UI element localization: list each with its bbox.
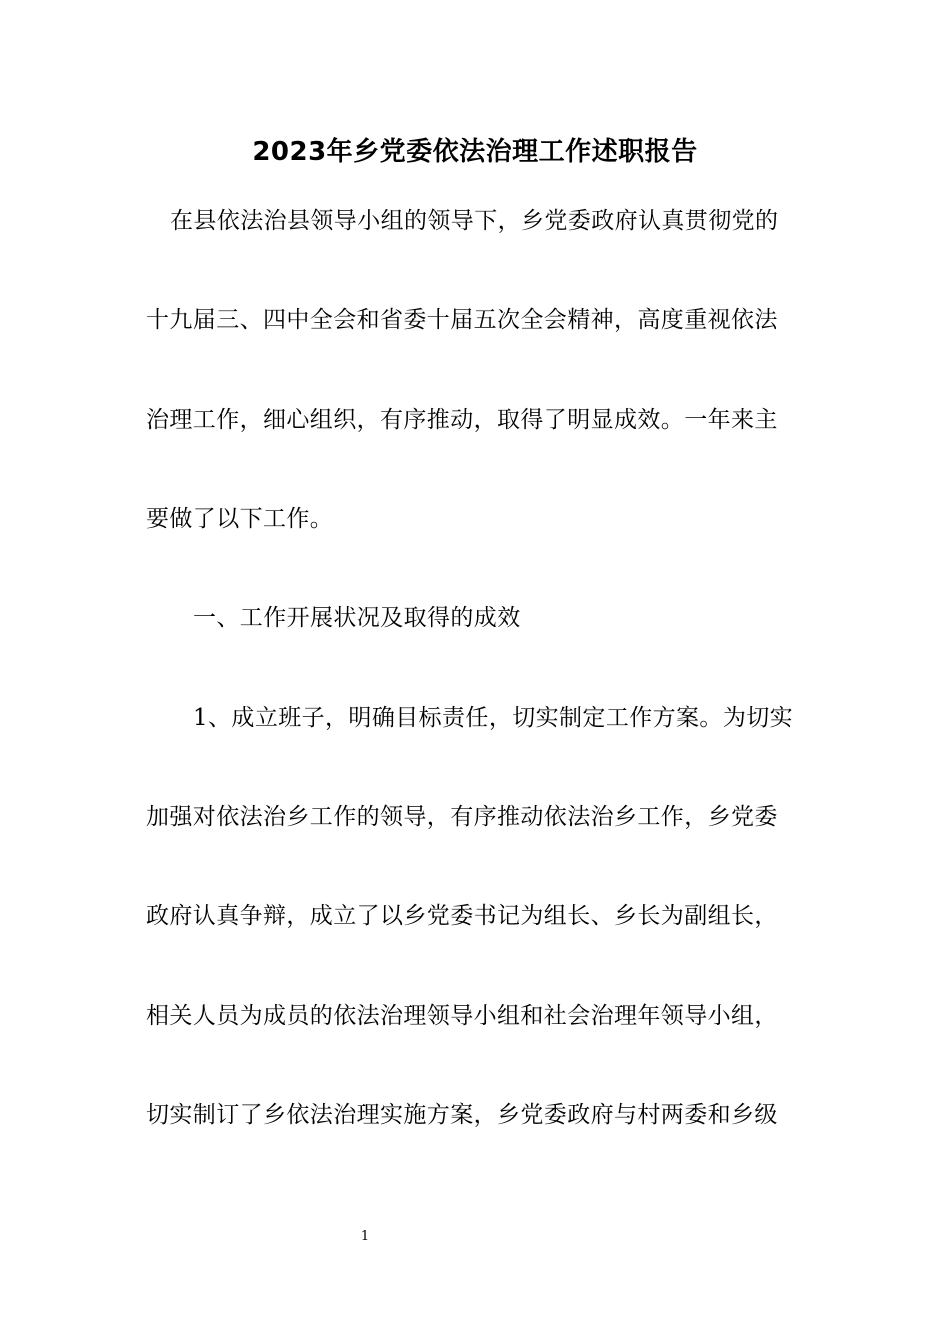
paragraph-line: 十九届三、四中全会和省委十届五次全会精神，高度重视依法 [146,307,778,333]
document-title: 2023年乡党委依法治理工作述职报告 [252,137,698,167]
paragraph-line: 在县依法治县领导小组的领导下，乡党委政府认真贯彻党的 [170,208,779,234]
section-heading: 一、工作开展状况及取得的成效 [193,605,521,631]
paragraph-line: 治理工作，细心组织，有序推动，取得了明显成效。一年来主 [146,407,778,433]
paragraph-line: 切实制订了乡依法治理实施方案，乡党委政府与村两委和乡级 [146,1102,778,1128]
paragraph-line: 政府认真争辩，成立了以乡党委书记为组长、乡长为副组长， [146,903,778,929]
paragraph-line: 要做了以下工作。 [146,506,334,532]
paragraph-line: 加强对依法治乡工作的领导，有序推动依法治乡工作，乡党委 [146,804,778,830]
page-number: 1 [360,1229,370,1244]
paragraph-line: 相关人员为成员的依法治理领导小组和社会治理年领导小组， [146,1003,778,1029]
paragraph-line: 1、成立班子，明确目标责任，切实制定工作方案。为切实 [193,705,794,731]
